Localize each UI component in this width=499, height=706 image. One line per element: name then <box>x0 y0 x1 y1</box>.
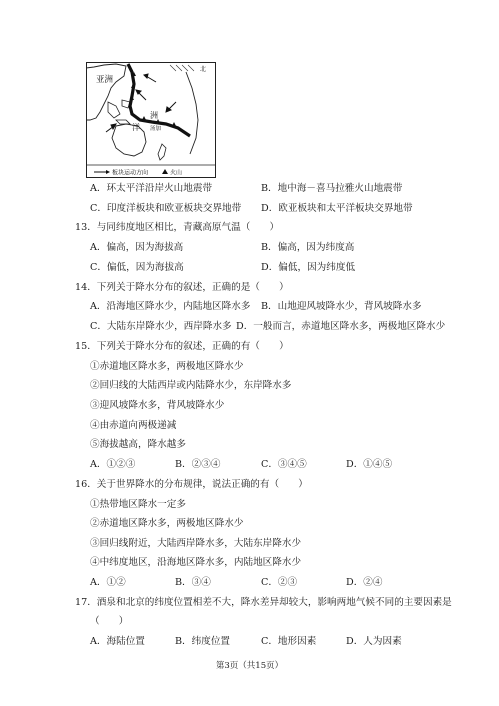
plate-map-svg <box>86 62 216 178</box>
q13-option-d[interactable]: D．偏低，因为纬度低 <box>261 262 356 273</box>
q12-option-d[interactable]: D．欧亚板块和太平洋板块交界地带 <box>261 203 413 214</box>
plate-map-figure <box>86 62 216 178</box>
q17-option-c[interactable]: C．地形因素 <box>261 636 317 647</box>
label-north: 北 <box>200 66 207 73</box>
q13-option-b[interactable]: B．偏高，因为纬度高 <box>261 242 355 253</box>
legend-arrow-label: 板块运动方向 <box>112 169 149 177</box>
q15-item-2: ②回归线的大陆西岸或内陆降水少，东岸降水多 <box>90 380 292 391</box>
q15-option-a[interactable]: A．①②③ <box>90 459 136 470</box>
q15-item-3: ③迎风坡降水多，背风坡降水少 <box>90 400 225 411</box>
q15-item-5: ⑤海拔越高，降水越多 <box>90 439 186 450</box>
q15-option-c[interactable]: C．③④⑤ <box>261 459 307 470</box>
q13-option-a[interactable]: A．偏高，因为海拔高 <box>90 242 184 253</box>
q15-option-b[interactable]: B．②③④ <box>175 459 221 470</box>
q16-item-3: ③回归线附近，大陆西岸降水多，大陆东岸降水少 <box>90 538 302 549</box>
q16-option-b[interactable]: B．③④ <box>175 577 211 588</box>
q12-option-b[interactable]: B．地中海－喜马拉雅火山地震带 <box>261 183 403 194</box>
q17-blank: （ ） <box>90 616 129 627</box>
q15-item-1: ①赤道地区降水多，两极地区降水少 <box>90 361 244 372</box>
q15-option-d[interactable]: D．①④⑤ <box>346 459 393 470</box>
q13-option-c[interactable]: C．偏低，因为海拔高 <box>90 262 184 273</box>
legend-volcano-label: 火山 <box>170 169 183 177</box>
label-place: 汤加 <box>150 126 162 132</box>
q15-item-4: ④由赤道向两极递减 <box>90 420 177 431</box>
q14-option-b[interactable]: B．山地迎风坡降水少，背风坡降水多 <box>261 301 422 312</box>
q12-option-a[interactable]: A．环太平洋沿岸火山地震带 <box>90 183 213 194</box>
q15-stem: 15．下列关于降水分布的叙述，正确的有（ ） <box>75 341 289 352</box>
label-asia: 亚洲 <box>96 75 114 85</box>
q16-option-a[interactable]: A．①② <box>90 577 126 588</box>
page-footer: 第3页（共15页） <box>215 661 284 671</box>
label-ocean: 洋 <box>132 123 140 132</box>
q17-option-a[interactable]: A．海陆位置 <box>90 636 145 647</box>
q17-option-b[interactable]: B．纬度位置 <box>175 636 231 647</box>
label-oceania: 洲 <box>150 111 158 120</box>
q16-option-d[interactable]: D．②④ <box>346 577 383 588</box>
q17-option-d[interactable]: D．人为因素 <box>346 636 402 647</box>
q17-stem: 17．酒泉和北京的纬度位置相差不大，降水差异却较大，影响两地气候不同的主要因素是 <box>75 597 452 608</box>
q13-stem: 13．与同纬度地区相比，青藏高原气温（ ） <box>75 222 280 233</box>
q14-stem: 14．下列关于降水分布的叙述，正确的是（ ） <box>75 282 289 293</box>
q16-item-2: ②赤道地区降水多，两极地区降水少 <box>90 518 244 529</box>
q14-option-a[interactable]: A．沿海地区降水少，内陆地区降水多 <box>90 301 251 312</box>
q16-option-c[interactable]: C．②③ <box>261 577 298 588</box>
q14-option-c[interactable]: C．大陆东岸降水少，西岸降水多 <box>90 321 232 332</box>
q16-item-1: ①热带地区降水一定多 <box>90 499 186 510</box>
q16-item-4: ④中纬度地区，沿海地区降水多，内陆地区降水少 <box>90 557 302 568</box>
q12-option-c[interactable]: C．印度洋板块和欧亚板块交界地带 <box>90 203 242 214</box>
q16-stem: 16．关于世界降水的分布规律，说法正确的有（ ） <box>75 479 308 490</box>
q14-option-d[interactable]: D．一般而言，赤道地区降水多，两极地区降水少 <box>236 321 446 332</box>
